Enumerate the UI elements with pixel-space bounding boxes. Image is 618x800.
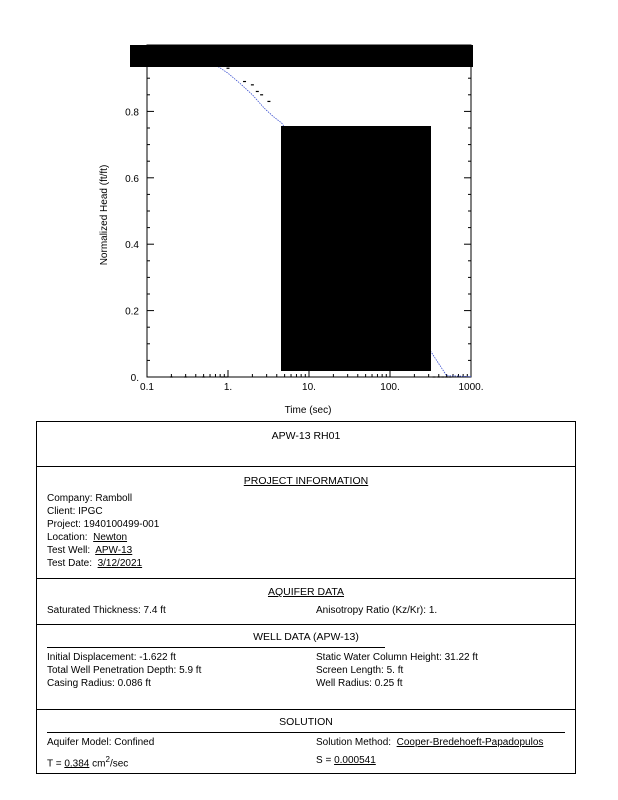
solution-header-rule xyxy=(47,732,565,733)
solution-method-line xyxy=(316,737,543,748)
y-tick-label: 0.8 xyxy=(125,107,139,119)
storativity-line xyxy=(316,755,376,766)
initial-displacement: Initial Displacement: -1.622 ft xyxy=(47,652,176,663)
x-tick-label: 100. xyxy=(380,382,400,393)
redaction-bar-top xyxy=(130,45,473,67)
location-value: Newton xyxy=(93,532,128,543)
x-tick-label: 0.1 xyxy=(140,382,154,393)
location-line xyxy=(47,532,127,543)
project-line: Project: 1940100499-001 xyxy=(47,519,160,530)
x-tick-label: 1000. xyxy=(458,382,484,393)
well-header-rule xyxy=(47,647,385,648)
casing-radius: Casing Radius: 0.086 ft xyxy=(47,678,151,689)
screen-length: Screen Length: 5. ft xyxy=(316,665,404,676)
t-unit-tail: /sec xyxy=(109,758,129,770)
penetration-depth: Total Well Penetration Depth: 5.9 ft xyxy=(47,665,202,676)
solution-method-label: Solution Method: xyxy=(316,737,392,748)
y-tick-label: 0.4 xyxy=(125,240,139,252)
report-title: APW-13 RH01 xyxy=(271,430,341,442)
company-line: Company: Ramboll xyxy=(47,493,133,504)
t-unit: cm xyxy=(92,758,106,770)
solution-method-value: Cooper-Bredehoeft-Papadopulos xyxy=(396,737,544,748)
x-tick-label: 1. xyxy=(223,382,233,393)
redaction-block-plot xyxy=(281,126,431,371)
s-value: 0.000541 xyxy=(334,755,376,766)
well-radius: Well Radius: 0.25 ft xyxy=(316,678,403,689)
x-tick-label: 10. xyxy=(302,382,316,393)
t-label: T = xyxy=(47,758,62,770)
y-tick-label: 0. xyxy=(130,373,139,384)
t-value: 0.384 xyxy=(64,758,90,770)
aquifer-header: AQUIFER DATA xyxy=(267,586,345,598)
test-date-line xyxy=(47,558,142,569)
title-section xyxy=(37,422,575,467)
info-panel xyxy=(36,421,576,774)
client-line: Client: IPGC xyxy=(47,506,103,517)
y-tick-label: 0.2 xyxy=(125,306,139,318)
test-well-label: Test Well: xyxy=(47,545,91,556)
x-axis-label: Time (sec) xyxy=(284,405,332,416)
anisotropy-ratio: Anisotropy Ratio (Kz/Kr): 1. xyxy=(316,605,438,616)
location-label: Location: xyxy=(47,532,88,543)
s-label: S = xyxy=(316,755,332,766)
solution-header: SOLUTION xyxy=(279,716,333,728)
test-date-label: Test Date: xyxy=(47,558,93,569)
saturated-thickness: Saturated Thickness: 7.4 ft xyxy=(47,605,166,616)
y-axis-label: Normalized Head (ft/ft) xyxy=(99,164,110,266)
y-tick-label: 0.6 xyxy=(125,173,139,185)
t-unit-exp: 2 xyxy=(105,755,110,764)
well-section xyxy=(37,625,575,710)
test-well-line xyxy=(47,545,132,556)
test-date-value: 3/12/2021 xyxy=(97,558,143,569)
project-section xyxy=(37,467,575,579)
project-header: PROJECT INFORMATION xyxy=(243,475,369,487)
static-water-height: Static Water Column Height: 31.22 ft xyxy=(316,652,478,663)
aquifer-section xyxy=(37,579,575,625)
transmissivity-line xyxy=(47,755,128,769)
test-well-value: APW-13 xyxy=(95,545,133,556)
solution-section xyxy=(37,710,575,775)
well-header: WELL DATA (APW-13) xyxy=(253,631,359,643)
aquifer-model: Aquifer Model: Confined xyxy=(47,737,155,748)
